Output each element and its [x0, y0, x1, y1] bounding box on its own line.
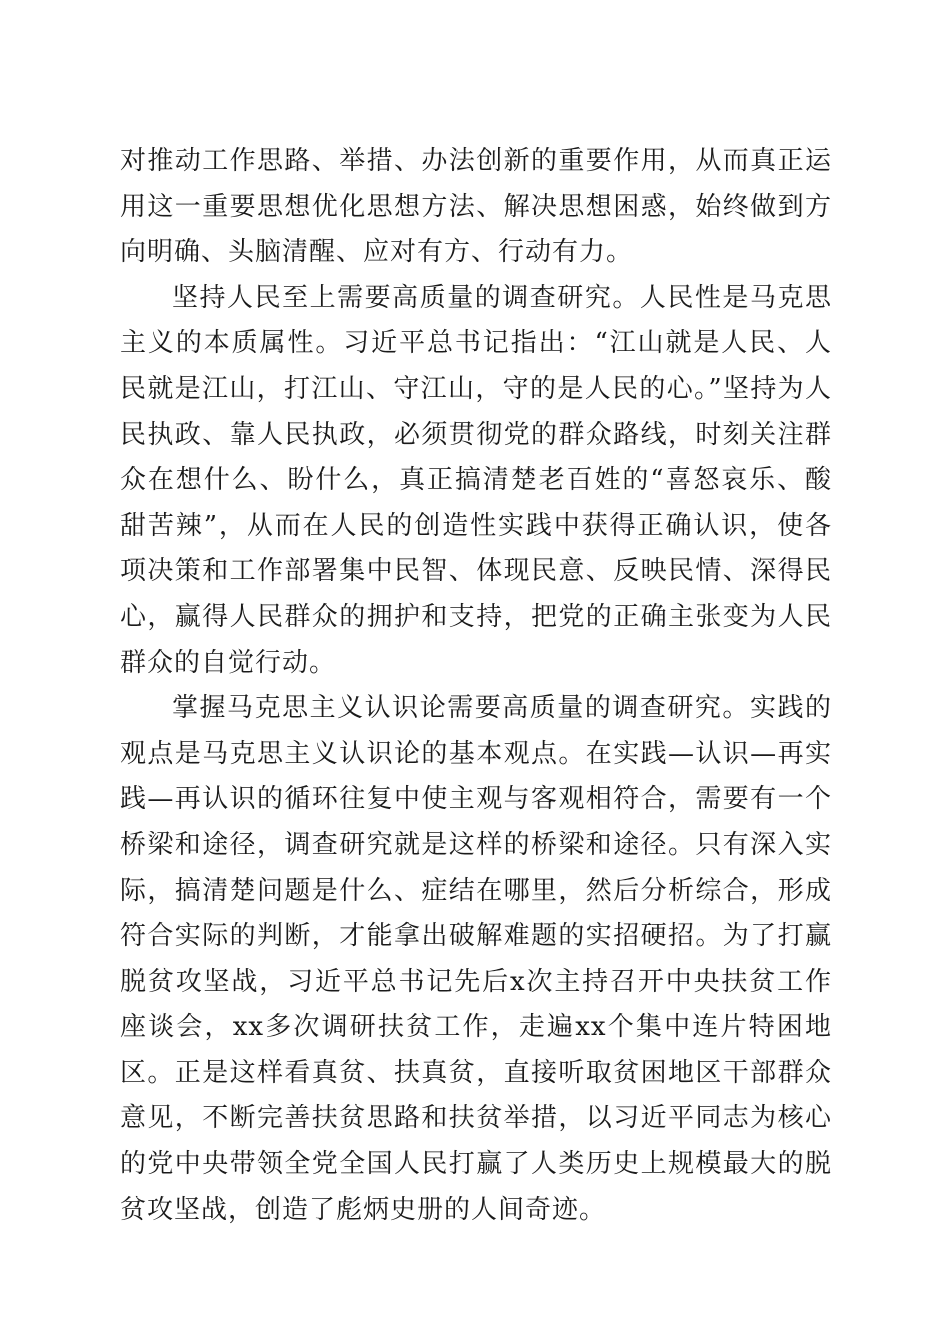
- body-text: [120, 139, 832, 1233]
- paragraph-people-first: 坚持人民至上需要高质量的调查研究。人民性是马克思主义的本质属性。习近平总书记指出：“江山就是人民、人民就是江山，打江山、守江山，守的是人民的心。”坚持为人民执政、靠人民执政，必须贯彻党的群众路线，时刻关注群众在想什么、盼什么，真正搞清楚老百姓的“喜怒哀乐、酸甜苦辣”，从而在人民的创造性实践中获得正确认识，使各项决策和工作部署集中民智、体现民意、反映民情、深得民心，赢得人民群众的拥护和支持，把党的正确主张变为人民群众的自觉行动。: [120, 282, 832, 678]
- paragraph-continuation: 对推动工作思路、举措、办法创新的重要作用，从而真正运用这一重要思想优化思想方法、解决思想困惑，始终做到方向明确、头脑清醒、应对有方、行动有力。: [120, 146, 832, 268]
- paragraph-epistemology: 掌握马克思主义认识论需要高质量的调查研究。实践的观点是马克思主义认识论的基本观点。在实践—认识—再实践—再认识的循环往复中使主观与客观相符合，需要有一个桥梁和途径，调查研究就是这样的桥梁和途径。只有深入实际，搞清楚问题是什么、症结在哪里，然后分析综合，形成符合实际的判断，才能拿出破解难题的实招硬招。为了打赢脱贫攻坚战，习近平总书记先后x次主持召开中央扶贫工作座谈会，xx多次调研扶贫工作，走遍xx个集中连片特困地区。正是这样看真贫、扶真贫，直接听取贫困地区干部群众意见，不断完善扶贫思路和扶贫举措，以习近平同志为核心的党中央带领全党全国人民打赢了人类历史上规模最大的脱贫攻坚战，创造了彪炳史册的人间奇迹。: [120, 693, 832, 1225]
